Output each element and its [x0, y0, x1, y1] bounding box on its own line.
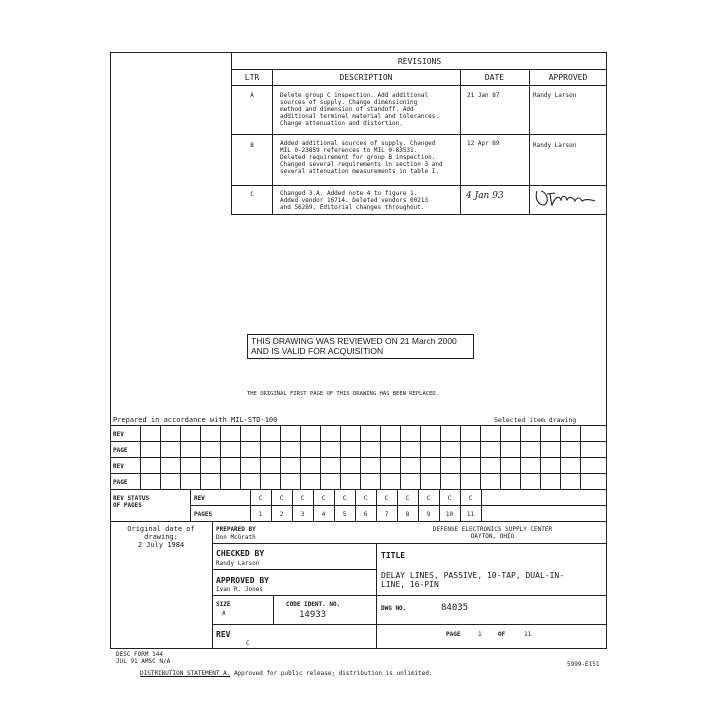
of-value: 11 [524, 631, 532, 638]
rev-row-b-description: Added additional sources of supply. Changed MIL 0-23859 references to MIL 0-83531. Deleted requirement for group B inspection. Changed several requirements in section 3 and several attenuation measurements in table I. [280, 140, 443, 175]
grid-divider [560, 425, 561, 489]
title-block [110, 521, 607, 649]
rev-status-block [110, 489, 607, 521]
status-page-cell: 1 [258, 511, 263, 518]
grid-divider [160, 425, 161, 489]
col-ltr-header: LTR [244, 73, 260, 82]
rev-row-a-date: 21 Jan 87 [467, 92, 500, 99]
status-page-cell: 8 [405, 511, 410, 518]
grid-row-label: REV [113, 431, 124, 438]
col-description-header: DESCRIPTION [339, 73, 393, 82]
grid-divider [200, 425, 201, 489]
rev-row-b-date: 12 Apr 89 [467, 140, 500, 147]
status-page-cell: 6 [363, 511, 368, 518]
status-rev-cell: C [405, 495, 410, 502]
revisions-title: REVISIONS [397, 57, 442, 66]
rev-value: C [246, 640, 250, 647]
grid-divider [540, 425, 541, 489]
grid-divider [320, 425, 321, 489]
dwg-no-value: 84035 [441, 603, 469, 613]
rev-row-a-description: Delete group C inspection. Add additional sources of supply. Change dimensioning method and dimension of standoff. Add additional terminal material and tolerances. Change attenuation and distortion. [280, 92, 439, 127]
grid-divider [340, 425, 341, 489]
size-value: A [222, 610, 226, 617]
grid-divider [300, 425, 301, 489]
code-ident-value: 14933 [299, 610, 327, 620]
grid-divider [220, 425, 221, 489]
grid-divider [360, 425, 361, 489]
status-rev-cell: C [342, 495, 347, 502]
grid-divider [580, 425, 581, 489]
approved-by-label: APPROVED BY [216, 576, 269, 585]
status-rev-cell: C [363, 495, 368, 502]
status-page-cell: 11 [466, 511, 475, 518]
title-label: TITLE [381, 551, 406, 560]
rev-status-rev-label: REV [194, 495, 205, 502]
distribution-label: DISTRIBUTION STATEMENT A. [140, 670, 231, 677]
approved-by-name: Ivan R. Jones [216, 586, 263, 593]
status-page-cell: 7 [384, 511, 389, 518]
grid-divider [380, 425, 381, 489]
drawing-title: DELAY LINES, PASSIVE, 10-TAP, DUAL-IN- LINE, 16-PIN [381, 571, 565, 589]
distribution-statement [140, 670, 433, 677]
grid-divider [140, 425, 141, 489]
rev-row-c-ltr: C [250, 191, 254, 198]
grid-row-label: PAGE [113, 447, 128, 454]
status-page-cell: 2 [279, 511, 284, 518]
status-cell-divider [481, 489, 482, 521]
col-date-header: DATE [484, 73, 505, 82]
prepared-by-name: Don McGrath [216, 534, 256, 541]
original-date: Original date of drawing: 2 July 1984 [127, 525, 195, 549]
size-label: SIZE [216, 601, 231, 608]
grid-divider [260, 425, 261, 489]
grid-divider [400, 425, 401, 489]
status-rev-cell: C [384, 495, 389, 502]
status-rev-cell: C [468, 495, 473, 502]
rev-row-c-description: Changed 3.A. Added note 4 to figure 1. Added vendor 16714. Deleted vendors 00213 and 56289. Editorial changes throughout. [280, 190, 429, 211]
status-rev-cell: C [279, 495, 284, 502]
rev-row-b-approved: Randy Larson [533, 142, 577, 149]
status-rev-cell: C [447, 495, 452, 502]
status-rev-cell: C [300, 495, 305, 502]
grid-row-label: REV [113, 463, 124, 470]
agency: DEFENSE ELECTRONICS SUPPLY CENTER DAYTON, OHIO [432, 526, 553, 540]
selected-item-note: Selected item drawing [494, 416, 577, 424]
status-page-cell: 3 [300, 511, 305, 518]
rev-row-a-ltr: A [250, 92, 254, 99]
status-page-cell: 10 [445, 511, 454, 518]
replaced-note: THE ORIGINAL FIRST PAGE OF THIS DRAWING HAS BEEN REPLACED. [247, 391, 440, 397]
distribution-text: Approved for public release; distribution is unlimited. [233, 670, 433, 677]
of-label: OF [498, 631, 506, 638]
grid-divider [280, 425, 281, 489]
grid-divider [520, 425, 521, 489]
approval-signature [533, 187, 603, 209]
form-number: DESC FORM 144 JUL 91 AMSC N/A [116, 651, 171, 665]
rev-row-c-date: 4 Jan 93 [466, 191, 504, 201]
status-rev-cell: C [321, 495, 326, 502]
rev-row-a-approved: Randy Larson [533, 92, 577, 99]
rev-label: REV [216, 630, 231, 639]
prepared-note: Prepared in accordance with MIL-STD-100 [113, 416, 278, 424]
grid-divider [606, 425, 607, 489]
status-rev-cell: C [426, 495, 431, 502]
form-code: 5999-E151 [567, 661, 600, 668]
page-label: PAGE [446, 631, 461, 638]
review-stamp [247, 334, 474, 359]
status-grid [110, 425, 607, 489]
grid-divider [440, 425, 441, 489]
rev-row-b-ltr: B [250, 142, 254, 149]
grid-divider [420, 425, 421, 489]
code-ident-label: CODE IDENT. NO. [286, 601, 341, 608]
grid-divider [240, 425, 241, 489]
checked-by-name: Randy Larson [216, 560, 260, 567]
status-rev-cell: C [258, 495, 263, 502]
dwg-no-label: DWG NO. [381, 605, 407, 612]
review-stamp-text: THIS DRAWING WAS REVIEWED ON 21 March 2000 AND IS VALID FOR ACQUISITION [251, 336, 457, 356]
status-page-cell: 4 [321, 511, 326, 518]
col-approved-header: APPROVED [548, 73, 588, 82]
grid-divider [480, 425, 481, 489]
grid-row-label: PAGE [113, 479, 128, 486]
prepared-by-label: PREPARED BY [216, 526, 256, 533]
checked-by-label: CHECKED BY [216, 549, 265, 558]
revisions-table [231, 52, 607, 215]
page-value: 1 [478, 631, 482, 638]
status-page-cell: 5 [342, 511, 347, 518]
status-page-cell: 9 [426, 511, 431, 518]
grid-divider [460, 425, 461, 489]
grid-divider [180, 425, 181, 489]
rev-status-pages-label: PAGES [194, 511, 213, 518]
grid-divider [500, 425, 501, 489]
rev-status-label: REV STATUS OF PAGES [113, 495, 150, 509]
